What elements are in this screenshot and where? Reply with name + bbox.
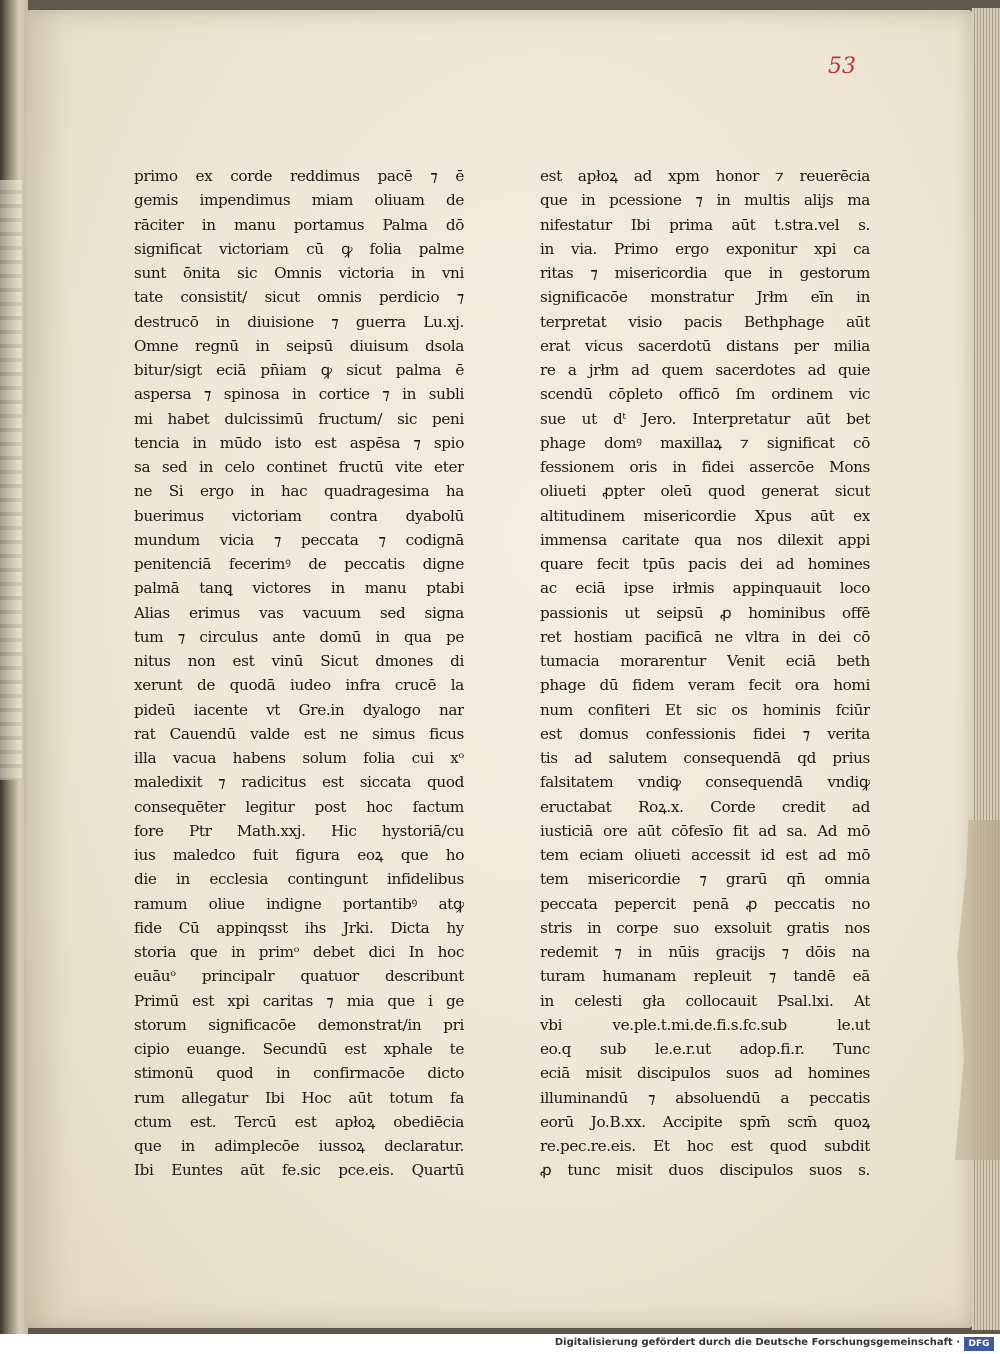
text-line: erat vicus sacerdotū distans per milia [540, 336, 870, 355]
text-line: Alias erimus vas vacuum sed signa [134, 603, 464, 622]
text-line: significat victoriam cū ꝙ folia palme [134, 239, 464, 258]
text-line: redemit ⁊ in nūis gracijs ⁊ dōis na [540, 943, 870, 961]
text-line: in via. Primo ergo exponitur xpi ca [540, 239, 870, 258]
text-line: mundum vicia ⁊ peccata ⁊ codignā [134, 530, 464, 549]
text-line: aspersa ⁊ spinosa in cortice ⁊ in subli [134, 385, 464, 404]
text-column-right [540, 164, 870, 1183]
text-line: vbi ve.ple.t.mi.de.fi.s.fc.sub le.ut [540, 1015, 870, 1034]
text-line: die in ecclesia contingunt infidelibus [134, 870, 464, 889]
text-line: est apłoꝝ ad xpm honor ⁊ reuerēcia [540, 167, 870, 185]
text-line: ac eciā ipse irłmis appinquauit loco [540, 579, 870, 598]
left-page-text-strip [0, 180, 22, 780]
text-line: nitus non est vinū Sicut dmones di [134, 652, 464, 670]
text-column-left [134, 164, 464, 1183]
text-line: eciā misit discipulos suos ad homines [540, 1064, 870, 1083]
text-line: mi habet dulcissimū fructum/ sic peni [134, 409, 464, 428]
text-line: peccata pepercit penā ꝓ peccatis no [540, 894, 870, 913]
text-line: sa sed in celo continet fructū vite eter [134, 458, 464, 476]
text-line: Omne regnū in seipsū diuisum dsola [134, 336, 464, 355]
text-line: ne Si ergo in hac quadragesima ha [134, 482, 464, 501]
dfg-logo: DFG [964, 1337, 994, 1351]
text-line: tum ⁊ circulus ante domū in qua pe [134, 627, 464, 646]
text-line: tis ad salutem consequendā qd prius [540, 749, 870, 767]
text-line: xerunt de quodā iudeo infra crucē la [134, 676, 464, 695]
text-line: nifestatur Ibi prima aūt t.stra.vel s. [540, 215, 870, 234]
text-line: eo.q sub le.e.r.ut adop.fi.r. Tunc [540, 1040, 870, 1058]
text-line: phage dū fidem veram fecit ora homi [540, 676, 870, 695]
text-line: phage domꝰ maxillaꝝ ⁊ significat cō [540, 433, 870, 452]
text-line: rāciter in manu portamus Palma dō [134, 215, 464, 234]
text-line: eorū Jo.B.xx. Accipite spm̄ scm̄ quoꝝ [540, 1112, 870, 1131]
text-line: rat Cauendū valde est ne simus ficus [134, 724, 464, 743]
text-line: tencia in mūdo isto est aspēsa ⁊ spio [134, 433, 464, 452]
text-line: gemis impendimus miam oliuam de [134, 191, 464, 210]
text-line: num confiteri Et sic os hominis fciūr [540, 700, 870, 719]
text-line: fessionem oris in fidei assercōe Mons [540, 458, 870, 476]
text-line: sunt ōnita sic Omnis victoria in vni [134, 264, 464, 282]
text-line: Primū est xpi caritas ⁊ mia que i ge [134, 991, 464, 1010]
text-line: eructabat Roꝝ.x. Corde credit ad [540, 797, 870, 816]
text-line: fide Cū appinqsst ihs Jrki. Dicta hy [134, 918, 464, 937]
text-line: ret hostiam pacificā ne vltra in dei cō [540, 627, 870, 646]
text-line: tem misericordie ⁊ grarū qn̄ omnia [540, 870, 870, 889]
text-line: iusticiā ore aūt cōfesīo fit ad sa. Ad mō [540, 821, 870, 840]
text-line: ramum oliue indigne portantibꝰ atꝙ [134, 894, 464, 913]
text-line: tate consistit/ sicut omnis perdicio ⁊ [134, 288, 464, 307]
text-line: oliueti ꝓpter oleū quod generat sicut [540, 482, 870, 501]
footer-bar [0, 1334, 1000, 1354]
text-line: storum significacōe demonstrat/in pri [134, 1015, 464, 1034]
text-line: significacōe monstratur Jrłm eīn in [540, 288, 870, 307]
text-line: in celesti gła collocauit Psal.lxi. At [540, 991, 870, 1010]
text-line: stris in corpe suo exsoluit gratis nos [540, 918, 870, 937]
text-line: terpretat visio pacis Bethphage aūt [540, 312, 870, 331]
text-line: Ibi Euntes aūt fe.sic pce.eis. Quartū [134, 1161, 464, 1180]
text-line: illa vacua habens solum folia cui xᵒ [134, 749, 464, 767]
text-line: consequēter legitur post hoc factum [134, 797, 464, 816]
text-line: que in pcessione ⁊ in multis alijs ma [540, 191, 870, 210]
text-line: ius maledco fuit figura eoꝝ que ho [134, 846, 464, 864]
text-line: ctum est. Tercū est apłoꝝ obediēcia [134, 1112, 464, 1131]
text-line: cipio euange. Secundū est xphale te [134, 1040, 464, 1058]
text-line: palmā tanꝗ victores in manu ptabi [134, 579, 464, 598]
text-line: que in adimplecōe iussoꝝ declaratur. [134, 1137, 464, 1155]
text-line: tem eciam oliueti accessit id est ad mō [540, 846, 870, 864]
text-line: storia que in primᵒ debet dici In hoc [134, 943, 464, 961]
text-line: fore Ptr Math.xxj. Hic hystoriā/cu [134, 821, 464, 840]
text-line: altitudinem misericordie Xpus aūt ex [540, 506, 870, 525]
text-line: bitur/sigt eciā pn̄iam ꝙ sicut palma ē [134, 361, 464, 379]
text-line: falsitatem vndiꝙ consequendā vndiꝙ [540, 773, 870, 792]
text-line: penitenciā fecerimꝰ de peccatis digne [134, 555, 464, 573]
text-line: immensa caritate qua nos dilexit appi [540, 530, 870, 549]
text-line: destrucō in diuisione ⁊ guerra Lu.xj. [134, 312, 464, 331]
text-line: maledixit ⁊ radicitus est siccata quod [134, 773, 464, 792]
text-line: buerimus victoriam contra dyabolū [134, 506, 464, 525]
text-line: scendū cōpleto officō ſm ordinem vic [540, 385, 870, 404]
funding-credit: Digitalisierung gefördert durch die Deutsche Forschungsgemeinschaft · [554, 1337, 960, 1348]
text-line: re a jrłm ad quem sacerdotes ad quie [540, 361, 870, 379]
text-line: illuminandū ⁊ absoluendū a peccatis [540, 1088, 870, 1107]
folio-number: 53 [828, 54, 856, 79]
text-line: sue ut dᵗ Jero. Interpretatur aūt bet [540, 409, 870, 428]
text-line: stimonū quod in confirmacōe dicto [134, 1064, 464, 1083]
text-line: pideū iacente vt Gre.in dyalogo nar [134, 700, 464, 719]
text-line: tumacia morarentur Venit eciā beth [540, 652, 870, 670]
text-line: turam humanam repleuit ⁊ tandē eā [540, 967, 870, 986]
text-line: re.pec.re.eis. Et hoc est quod subdit [540, 1137, 870, 1155]
text-line: passionis ut seipsū ꝓ hominibus offē [540, 603, 870, 622]
text-line: quare fecit tpūs pacis dei ad homines [540, 555, 870, 573]
text-line: primo ex corde reddimus pacē ⁊ ē [134, 167, 464, 185]
text-line: est domus confessionis fidei ⁊ verita [540, 724, 870, 743]
text-line: rum allegatur Ibi Hoc aūt totum fa [134, 1088, 464, 1107]
text-line: ritas ⁊ misericordia que in gestorum [540, 264, 870, 282]
text-line: ꝓ tunc misit duos discipulos suos s. [540, 1161, 870, 1180]
text-line: euāuᵒ principalr quatuor describunt [134, 967, 464, 986]
